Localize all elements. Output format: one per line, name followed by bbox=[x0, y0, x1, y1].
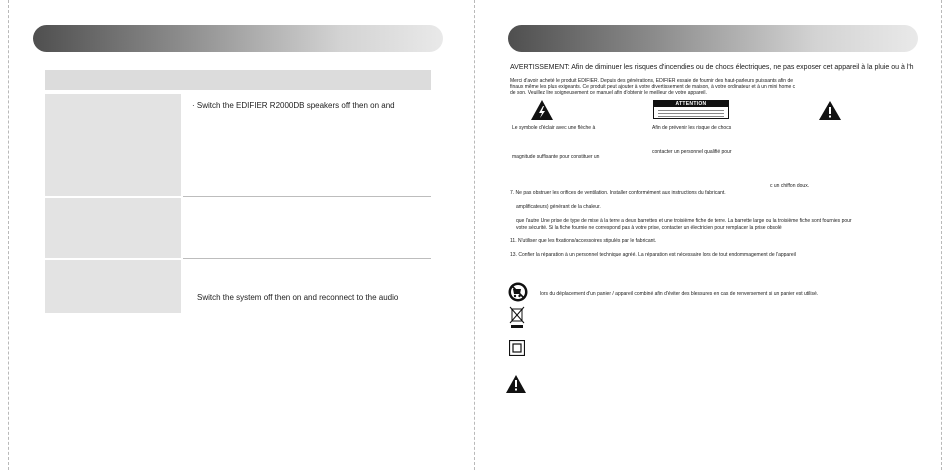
left-page-border bbox=[8, 0, 9, 470]
solution-text-1: · Switch the EDIFIER R2000DB speakers off then on and bbox=[192, 101, 395, 110]
page-fold-divider bbox=[474, 0, 475, 470]
class-ii-double-insulation-icon bbox=[509, 340, 525, 356]
attention-line bbox=[658, 113, 724, 114]
table-row-divider bbox=[183, 196, 431, 197]
left-page-header-bar bbox=[33, 25, 443, 52]
contact-caption: contacter un personnel qualifié pour bbox=[652, 149, 732, 155]
grounding-plug-text: votre sécurité. Si la fiche fournie ne correspond pas à votre prise, contacter un électricien pour remplacer la prise obsolè bbox=[516, 225, 782, 231]
caution-triangle-icon bbox=[506, 375, 526, 393]
instruction-7: 7. Ne pas obstruer les orifices de ventilation. Installer conformément aux instructions du fabricant. bbox=[510, 190, 726, 196]
table-row-divider bbox=[183, 258, 431, 259]
chiffon-text: c un chiffon doux. bbox=[770, 183, 810, 189]
weee-bin-icon bbox=[509, 306, 525, 328]
attention-line bbox=[658, 110, 724, 111]
lightning-warning-icon bbox=[531, 100, 553, 120]
instruction-13: 13. Confier la réparation à un personnel technique agréé. La réparation est nécessaire lors de tout endommagement de l'appareil bbox=[510, 252, 796, 258]
intro-line: Merci d'avoir acheté le produit EDIFIER. Depuis des générations, EDIFIER essaie de fournir des haut-parleurs puissants afin de bbox=[510, 78, 794, 84]
amplifiers-text: amplificateurs) générant de la chaleur. bbox=[516, 204, 601, 210]
magnitude-caption: magnitude suffisante pour constituer un bbox=[512, 154, 600, 160]
attention-label-box bbox=[653, 100, 729, 119]
troubleshooting-table-header bbox=[45, 70, 431, 90]
exclamation-warning-icon bbox=[819, 101, 841, 120]
cart-warning-icon bbox=[508, 282, 528, 302]
right-page-border bbox=[941, 0, 942, 470]
table-row-label-cell bbox=[45, 198, 181, 258]
solution-text-3: Switch the system off then on and reconnect to the audio bbox=[197, 293, 399, 302]
attention-line bbox=[658, 116, 724, 117]
table-row-label-cell bbox=[45, 260, 181, 313]
instruction-11: 11. N'utiliser que les fixations/accessoires stipulés par le fabricant. bbox=[510, 238, 657, 244]
attention-label: ATTENTION bbox=[654, 101, 728, 107]
intro-line: finaux même les plus exigeants. Ce produit peut ajouter à votre divertissement de maison, à votre ordinateur et à un mini home c bbox=[510, 84, 796, 90]
attention-caption: Afin de prévenir les risque de chocs bbox=[652, 125, 732, 131]
warning-heading: AVERTISSEMENT: Afin de diminuer les risques d'incendies ou de chocs électriques, ne pas exposer cet appareil à la pluie ou à l'h bbox=[510, 64, 914, 71]
intro-line: de son. Veuillez lire soigneusement ce manuel afin d'obtenir le meilleur de votre appareil. bbox=[510, 90, 707, 96]
table-row-label-cell bbox=[45, 94, 181, 196]
cart-warning-text: lors du déplacement d'un panier / appareil combiné afin d'éviter des blessures en cas de renversement si un panier est utilisé. bbox=[540, 291, 819, 297]
grounding-plug-text: que l'autre Une prise de type de mise à la terre a deux barrettes et une troisième fiche de terre. La barrette large ou la troisième fiche sont fournies pour bbox=[516, 218, 852, 224]
lightning-caption: Le symbole d'éclair avec une flèche à bbox=[512, 125, 596, 131]
right-page-header-bar bbox=[508, 25, 918, 52]
